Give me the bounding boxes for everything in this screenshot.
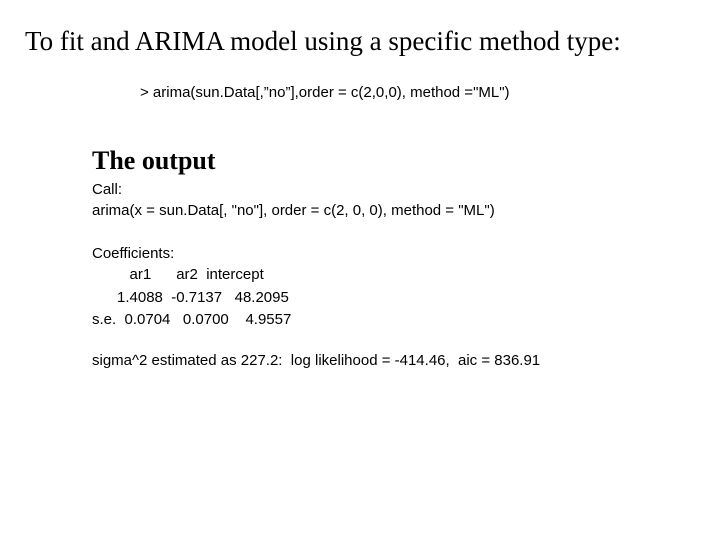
coefficients-se-row: s.e. 0.0704 0.0700 4.9557	[92, 311, 292, 328]
sigma-summary-line: sigma^2 estimated as 227.2: log likelihood = -414.46, aic = 836.91	[92, 352, 541, 369]
output-title: The output	[92, 146, 216, 175]
coefficients-values-row: 1.4088 -0.7137 48.2095	[92, 289, 289, 306]
slide-heading: To fit and ARIMA model using a specific method type:	[25, 26, 621, 56]
call-text: arima(x = sun.Data[, "no"], order = c(2, 0, 0), method = "ML")	[92, 202, 495, 219]
coefficients-header-row: ar1 ar2 intercept	[92, 266, 264, 283]
r-command: > arima(sun.Data[,”no”],order = c(2,0,0), method ="ML")	[140, 84, 510, 101]
call-label: Call:	[92, 181, 123, 198]
coefficients-label: Coefficients:	[92, 245, 175, 262]
